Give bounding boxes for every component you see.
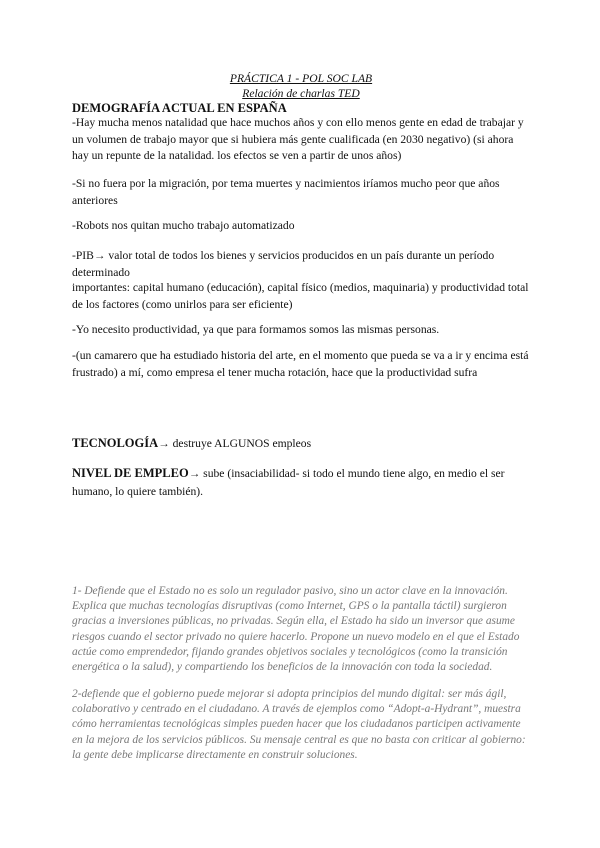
paragraph: -Robots nos quitan mucho trabajo automatizado bbox=[72, 219, 295, 232]
section-heading-nivel-empleo: NIVEL DE EMPLEO bbox=[72, 466, 189, 480]
paragraph: -(un camarero que ha estudiado historia del arte, en el momento que pueda se va a ir y encima está frustrado) a mí, como empresa el tener mucha rotación, hace que la productividad sufra bbox=[72, 349, 529, 379]
paragraph: -Si no fuera por la migración, por tema muertes y nacimientos iríamos mucho peor que años anteriores bbox=[72, 177, 500, 207]
note-paragraph: 2-defiende que el gobierno puede mejorar si adopta principios del mundo digital: ser más ágil, colaborativo y centrado en el ciudadano. A través de ejemplos como “Adopt-a-Hydrant”, muestra cómo herramientas tecnológicas simples pueden hacer que los ciudadanos participen activamente en la mejora de los servicios públicos. Su mensaje central es que no basta con criticar al gobierno: la gente debe implicarse directamente en construir soluciones. bbox=[72, 688, 526, 761]
tecnologia-line bbox=[72, 435, 530, 453]
document-title: PRÁCTICA 1 - POL SOC LAB bbox=[229, 72, 373, 85]
nivel-empleo-text: → sube (insaciabilidad- si todo el mundo tiene algo, en medio el ser humano, lo quiere también). bbox=[72, 467, 505, 498]
paragraph: importantes: capital humano (educación), capital físico (medios, maquinaria) y productividad total de los factores (como unirlos para ser eficiente) bbox=[72, 281, 529, 311]
tecnologia-text: → destruye ALGUNOS empleos bbox=[158, 437, 312, 450]
section-heading-tecnologia: TECNOLOGÍA bbox=[72, 436, 159, 450]
paragraph: -Yo necesito productividad, ya que para formamos somos las mismas personas. bbox=[72, 323, 440, 336]
section-heading-demografia: DEMOGRAFÍA ACTUAL EN ESPAÑA bbox=[72, 101, 287, 115]
paragraph: -PIB→ valor total de todos los bienes y servicios producidos en un país durante un período determinado bbox=[72, 249, 495, 279]
paragraph: -Hay mucha menos natalidad que hace muchos años y con ello menos gente en edad de trabajar y un volumen de trabajo mayor que si hubiera más gente cualificada (en 2030 negativo) (si ahora hay un repunte de la natalidad. los efectos se ven a partir de unos años) bbox=[72, 116, 524, 163]
document-subtitle: Relación de charlas TED bbox=[242, 87, 360, 100]
nivel-empleo-line bbox=[72, 464, 530, 501]
note-paragraph: 1- Defiende que el Estado no es solo un regulador pasivo, sino un actor clave en la innovación. Explica que muchas tecnologías disruptivas (como Internet, GPS o la pantalla táctil) surgieron gracias a inversiones públicas, no privadas. Según ella, el Estado ha sido un inversor que asume riesgos cuando el sector privado no quiere hacerlo. Propone un nuevo modelo en el que el Estado actúe como emprendedor, fijando grandes objetivos sociales y tecnológicos (como la transición energética o la salud), y compartiendo los beneficios de la innovación con toda la sociedad. bbox=[72, 585, 520, 674]
